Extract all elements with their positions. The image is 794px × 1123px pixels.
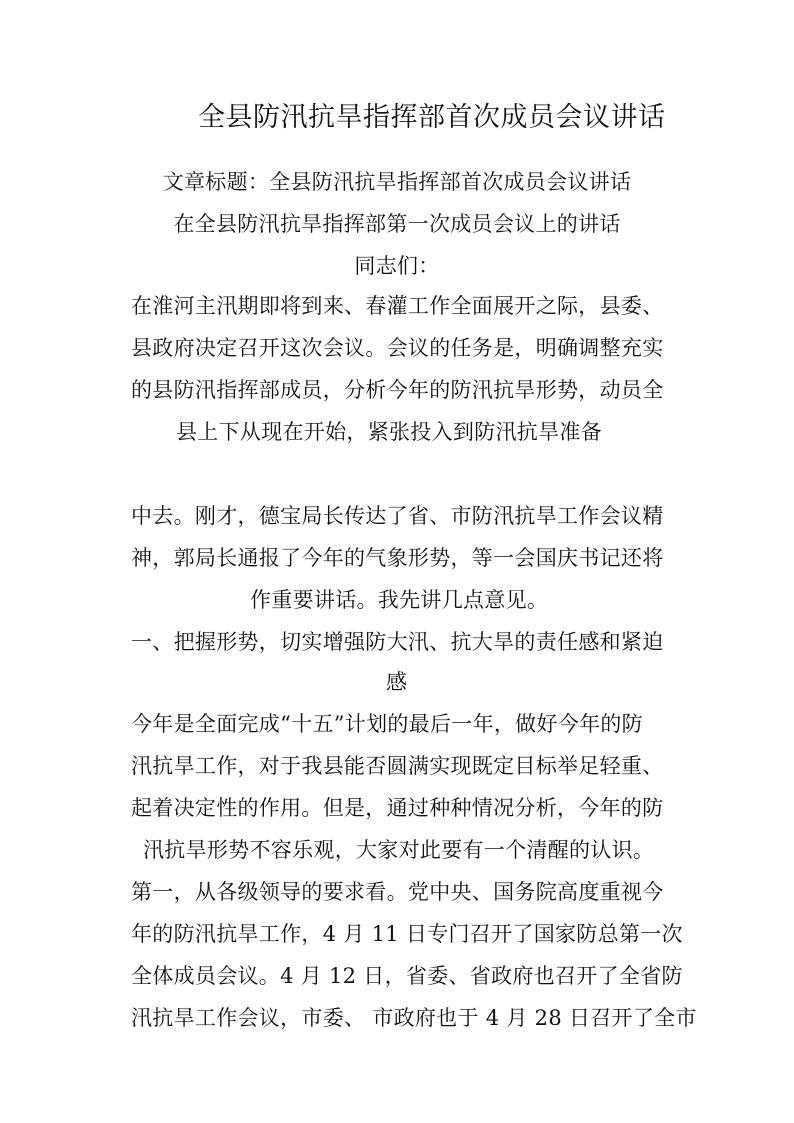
body-line: 年的防汛抗旱工作，4 月 11 日专门召开了国家防总第一次	[131, 922, 683, 946]
salutation: 同志们：	[354, 254, 440, 278]
body-line: 今年是全面完成“十五”计划的最后一年，做好今年的防	[131, 712, 643, 736]
body-line: 的县防汛指挥部成员，分析今年的防汛抗旱形势，动员全	[131, 378, 664, 402]
body-line: 起着决定性的作用。但是，通过种种情况分析，今年的防	[131, 796, 664, 820]
article-title-line: 文章标题：全县防汛抗旱指挥部首次成员会议讲话	[162, 170, 632, 194]
body-line: 汛抗旱形势不容乐观，大家对此要有一个清醒的认识。	[143, 838, 655, 862]
body-line: 在淮河主汛期即将到来、春灌工作全面展开之际，县委、	[131, 294, 664, 318]
document-title: 全县防汛抗旱指挥部首次成员会议讲话	[198, 102, 666, 133]
body-line: 作重要讲话。我先讲几点意见。	[250, 588, 549, 612]
body-line: 县政府决定召开这次会议。会议的任务是，明确调整充实	[131, 336, 664, 360]
body-line: 县上下从现在开始，紧张投入到防汛抗旱准备	[176, 420, 602, 444]
section-heading: 一、把握形势，切实增强防大汛、抗大旱的责任感和紧迫	[131, 630, 664, 654]
body-line: 全体成员会议。4 月 12 日，省委、省政府也召开了全省防	[131, 964, 683, 988]
section-heading-continued: 感	[386, 670, 408, 694]
body-line: 第一，从各级领导的要求看。党中央、国务院高度重视今	[131, 880, 664, 904]
speech-subtitle: 在全县防汛抗旱指挥部第一次成员会议上的讲话	[173, 212, 621, 236]
body-line: 中去。刚才，德宝局长传达了省、市防汛抗旱工作会议精	[131, 504, 664, 528]
body-line: 汛抗旱工作，对于我县能否圆满实现既定目标举足轻重、	[131, 754, 664, 778]
body-line: 汛抗旱工作会议，市委、 市政府也于 4 月 28 日召开了全市	[131, 1006, 697, 1030]
body-line: 神，郭局长通报了今年的气象形势，等一会国庆书记还将	[131, 546, 664, 570]
